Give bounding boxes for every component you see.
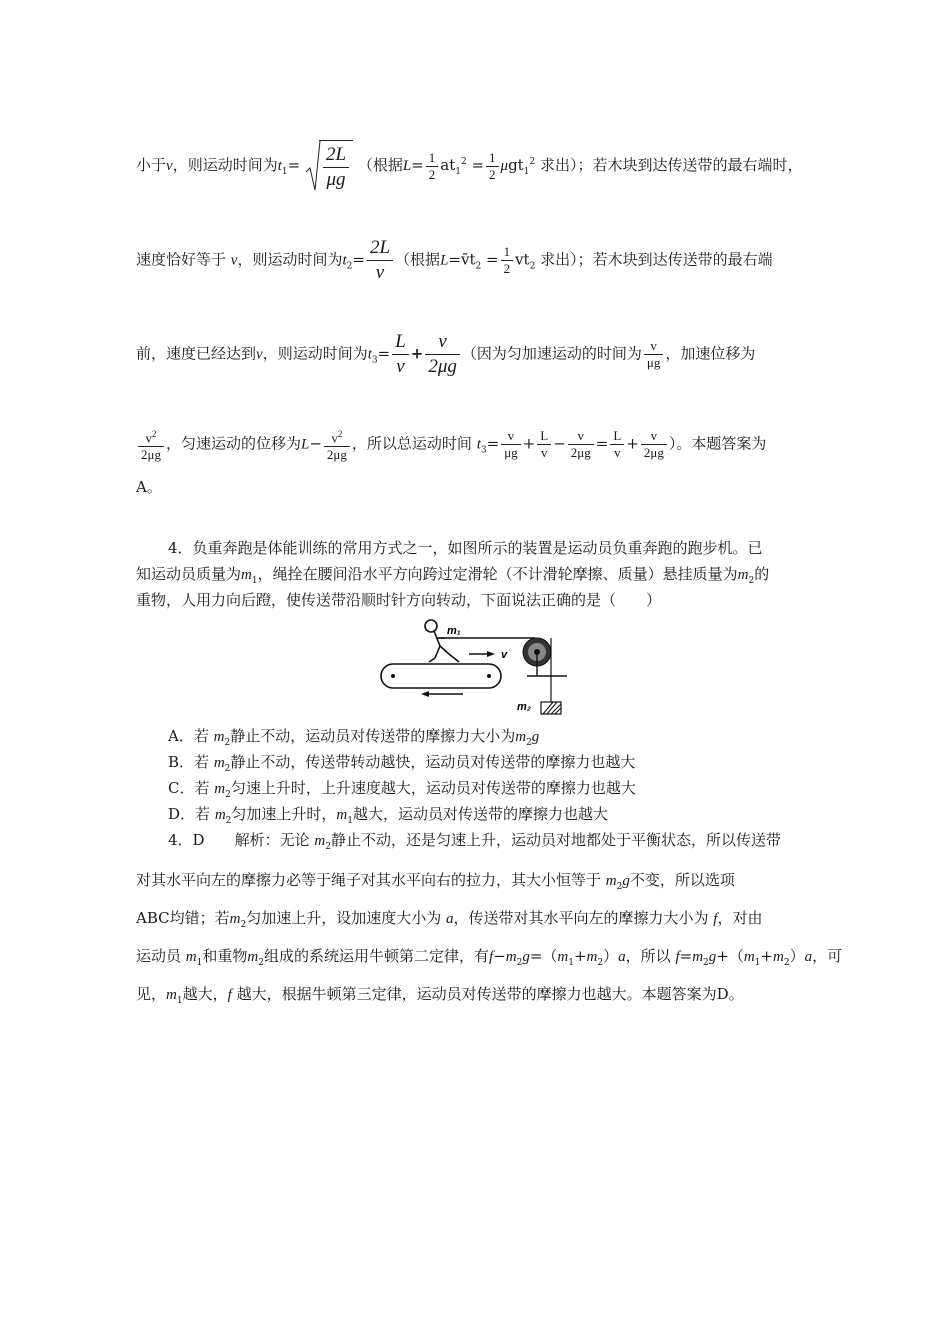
text: （因为匀加速运动的时间为 xyxy=(461,344,642,363)
text: ，则运动时间为 xyxy=(262,344,368,363)
text: ，加速位移为 xyxy=(665,344,756,363)
text: ，所以 xyxy=(625,947,671,965)
text: ，可 xyxy=(812,947,843,965)
text: 越大，运动员对传送带的摩擦力也越大 xyxy=(352,805,608,823)
arrow-right-icon xyxy=(487,651,495,657)
text: B．若 xyxy=(168,753,210,771)
continuation-line-5: A。 xyxy=(136,478,162,496)
label-v: v xyxy=(501,649,508,661)
continuation-line-1: 小于v，则运动时间为$t_1=$ $\frac{2L}{\mu g}$ （根据L= $\frac{1}{2}$ $at_1^2$ = $\frac{1}{2}$ μgt$_1^2$ 求出）；若木块到达传送带的最右端时， xyxy=(136,140,802,192)
option-d: D．若 $m_2$匀加速上升时，$m_1$越大，运动员对传送带的摩擦力也越大 xyxy=(168,805,608,826)
label-m1: m₁ xyxy=(447,625,461,637)
right-roller-icon xyxy=(487,674,491,678)
text: ABC均错；若 xyxy=(136,909,230,927)
solution-line-5: 见，$m_1$越大，f 越大，根据牛顿第三定律，运动员对传送带的摩擦力也越大。本题答案为D。 xyxy=(136,985,744,1006)
solution-line-4: 运动员 $m_1$和重物$m_2$组成的系统运用牛顿第二定律，有$f-m_2g=(m_1+m_2)a$，所以 $f=m_2g+(m_1+m_2)a$，可 xyxy=(136,947,843,968)
option-b: B．若 $m_2$静止不动，传送带转动越快，运动员对传送带的摩擦力也越大 xyxy=(168,753,636,774)
text: ，则运动时间为 xyxy=(172,156,278,174)
text: 匀速上升时，上升速度越大，运动员对传送带的摩擦力也越大 xyxy=(230,779,636,797)
arrow-left-icon xyxy=(421,691,429,697)
text: 知运动员质量为 xyxy=(136,565,242,583)
solution-line-1: 4．D 解析：无论 $m_2$静止不动，还是匀速上升，运动员对地都处于平衡状态，所以传送带 xyxy=(168,831,781,852)
text: C．若 xyxy=(168,779,210,797)
option-a: A．若 $m_2$静止不动，运动员对传送带的摩擦力大小为$m_2g$ xyxy=(168,727,540,748)
conveyor-belt xyxy=(381,664,501,688)
text: 匀加速上升，设加速度大小为 xyxy=(246,909,442,927)
text: 见， xyxy=(136,985,167,1003)
text: 静止不动，还是匀速上升，运动员对地都处于平衡状态，所以传送带 xyxy=(330,831,781,849)
left-roller-icon xyxy=(391,674,395,678)
text: 和重物 xyxy=(202,947,248,965)
text: 求出）；若木块到达传送带的最右端 xyxy=(540,250,773,269)
text: ，所以总运动时间 xyxy=(351,434,472,453)
text: 速度恰好等于 xyxy=(136,250,227,269)
label-m2: m₂ xyxy=(517,701,531,713)
text: 匀加速上升时， xyxy=(231,805,337,823)
text: ，传送带对其水平向左的摩擦力大小为 xyxy=(453,909,709,927)
continuation-line-2: 速度恰好等于 v，则运动时间为$t_2=$ $\frac{2L}{v}$ （根据$L=v̄t_2$ = $\frac{1}{2}$ $vt_2$ 求出）；若木块到达传送带的最右端 xyxy=(136,237,773,283)
text: 4．D 解析：无论 xyxy=(168,831,310,849)
text: ）。本题答案为 xyxy=(668,434,767,453)
text: 静止不动，传送带转动越快，运动员对传送带的摩擦力也越大 xyxy=(230,753,636,771)
text: （根据 xyxy=(395,250,441,269)
text: （根据 xyxy=(357,156,403,174)
text: 越大，根据牛顿第三定律，运动员对传送带的摩擦力也越大。本题答案为D。 xyxy=(236,985,744,1003)
option-c: C．若 $m_2$匀速上升时，上升速度越大，运动员对传送带的摩擦力也越大 xyxy=(168,779,636,800)
text: ，对由 xyxy=(717,909,763,927)
text: 前，速度已经达到 xyxy=(136,344,257,363)
continuation-line-3: 前，速度已经达到v，则运动时间为$t_3=$ $\frac{L}{v}$ + $\frac{v}{2\mu g}$ （因为匀加速运动的时间为 $\frac{v}{\mu g}$ ，加速位移为 xyxy=(136,331,756,377)
text: 对其水平向左的摩擦力必等于绳子对其水平向右的拉力，其大小恒等于 xyxy=(136,871,602,889)
text: 运动员 xyxy=(136,947,182,965)
text: 组成的系统运用牛顿第二定律，有 xyxy=(263,947,489,965)
sqrt-expression: $\frac{2L}{\mu g}$ xyxy=(305,140,353,192)
question-stem-3: 重物，人用力向后蹬，使传送带沿顺时针方向转动，下面说法正确的是（ ） xyxy=(136,591,662,609)
solution-line-2: 对其水平向左的摩擦力必等于绳子对其水平向右的拉力，其大小恒等于 $m_2g$不变，所以选项 xyxy=(136,871,735,892)
text: ，绳拴在腰间沿水平方向跨过定滑轮（不计滑轮摩擦、质量）悬挂质量为 xyxy=(257,565,738,583)
text: 不变，所以选项 xyxy=(629,871,735,889)
solution-line-3: ABC均错；若$m_2$匀加速上升，设加速度大小为 a，传送带对其水平向左的摩擦力大小为 f，对由 xyxy=(136,909,763,930)
text: 求出）；若木块到达传送带的最右端时， xyxy=(539,156,803,174)
text: A．若 xyxy=(168,727,209,745)
text: ，则运动时间为 xyxy=(237,250,343,269)
text: ，匀速运动的位移为 xyxy=(165,434,301,453)
treadmill-figure xyxy=(377,616,577,716)
continuation-line-4: $\frac{v^2}{2\mu g}$ ，匀速运动的位移为L− $\frac{v^2}{2\mu g}$ ，所以总运动时间 $t_3=$ $\frac{v}{\mu g}$ + $\frac{L}{v}$ − $\frac{v}{2\mu g}$ = $\frac{L}{v}$ + $\frac{v}{2\mu g}$ ）。本题答案为 xyxy=(136,426,766,463)
text: 静止不动，运动员对传送带的摩擦力大小为 xyxy=(230,727,516,745)
text: 小于 xyxy=(136,156,167,174)
text: D．若 xyxy=(168,805,211,823)
text: 的 xyxy=(754,565,770,583)
question-stem-1: 4．负重奔跑是体能训练的常用方式之一，如图所示的装置是运动员负重奔跑的跑步机。已 xyxy=(168,539,763,557)
question-stem-2: 知运动员质量为$m_1$，绳拴在腰间沿水平方向跨过定滑轮（不计滑轮摩擦、质量）悬挂质量为$m_2$的 xyxy=(136,565,770,586)
text: 越大， xyxy=(182,985,228,1003)
